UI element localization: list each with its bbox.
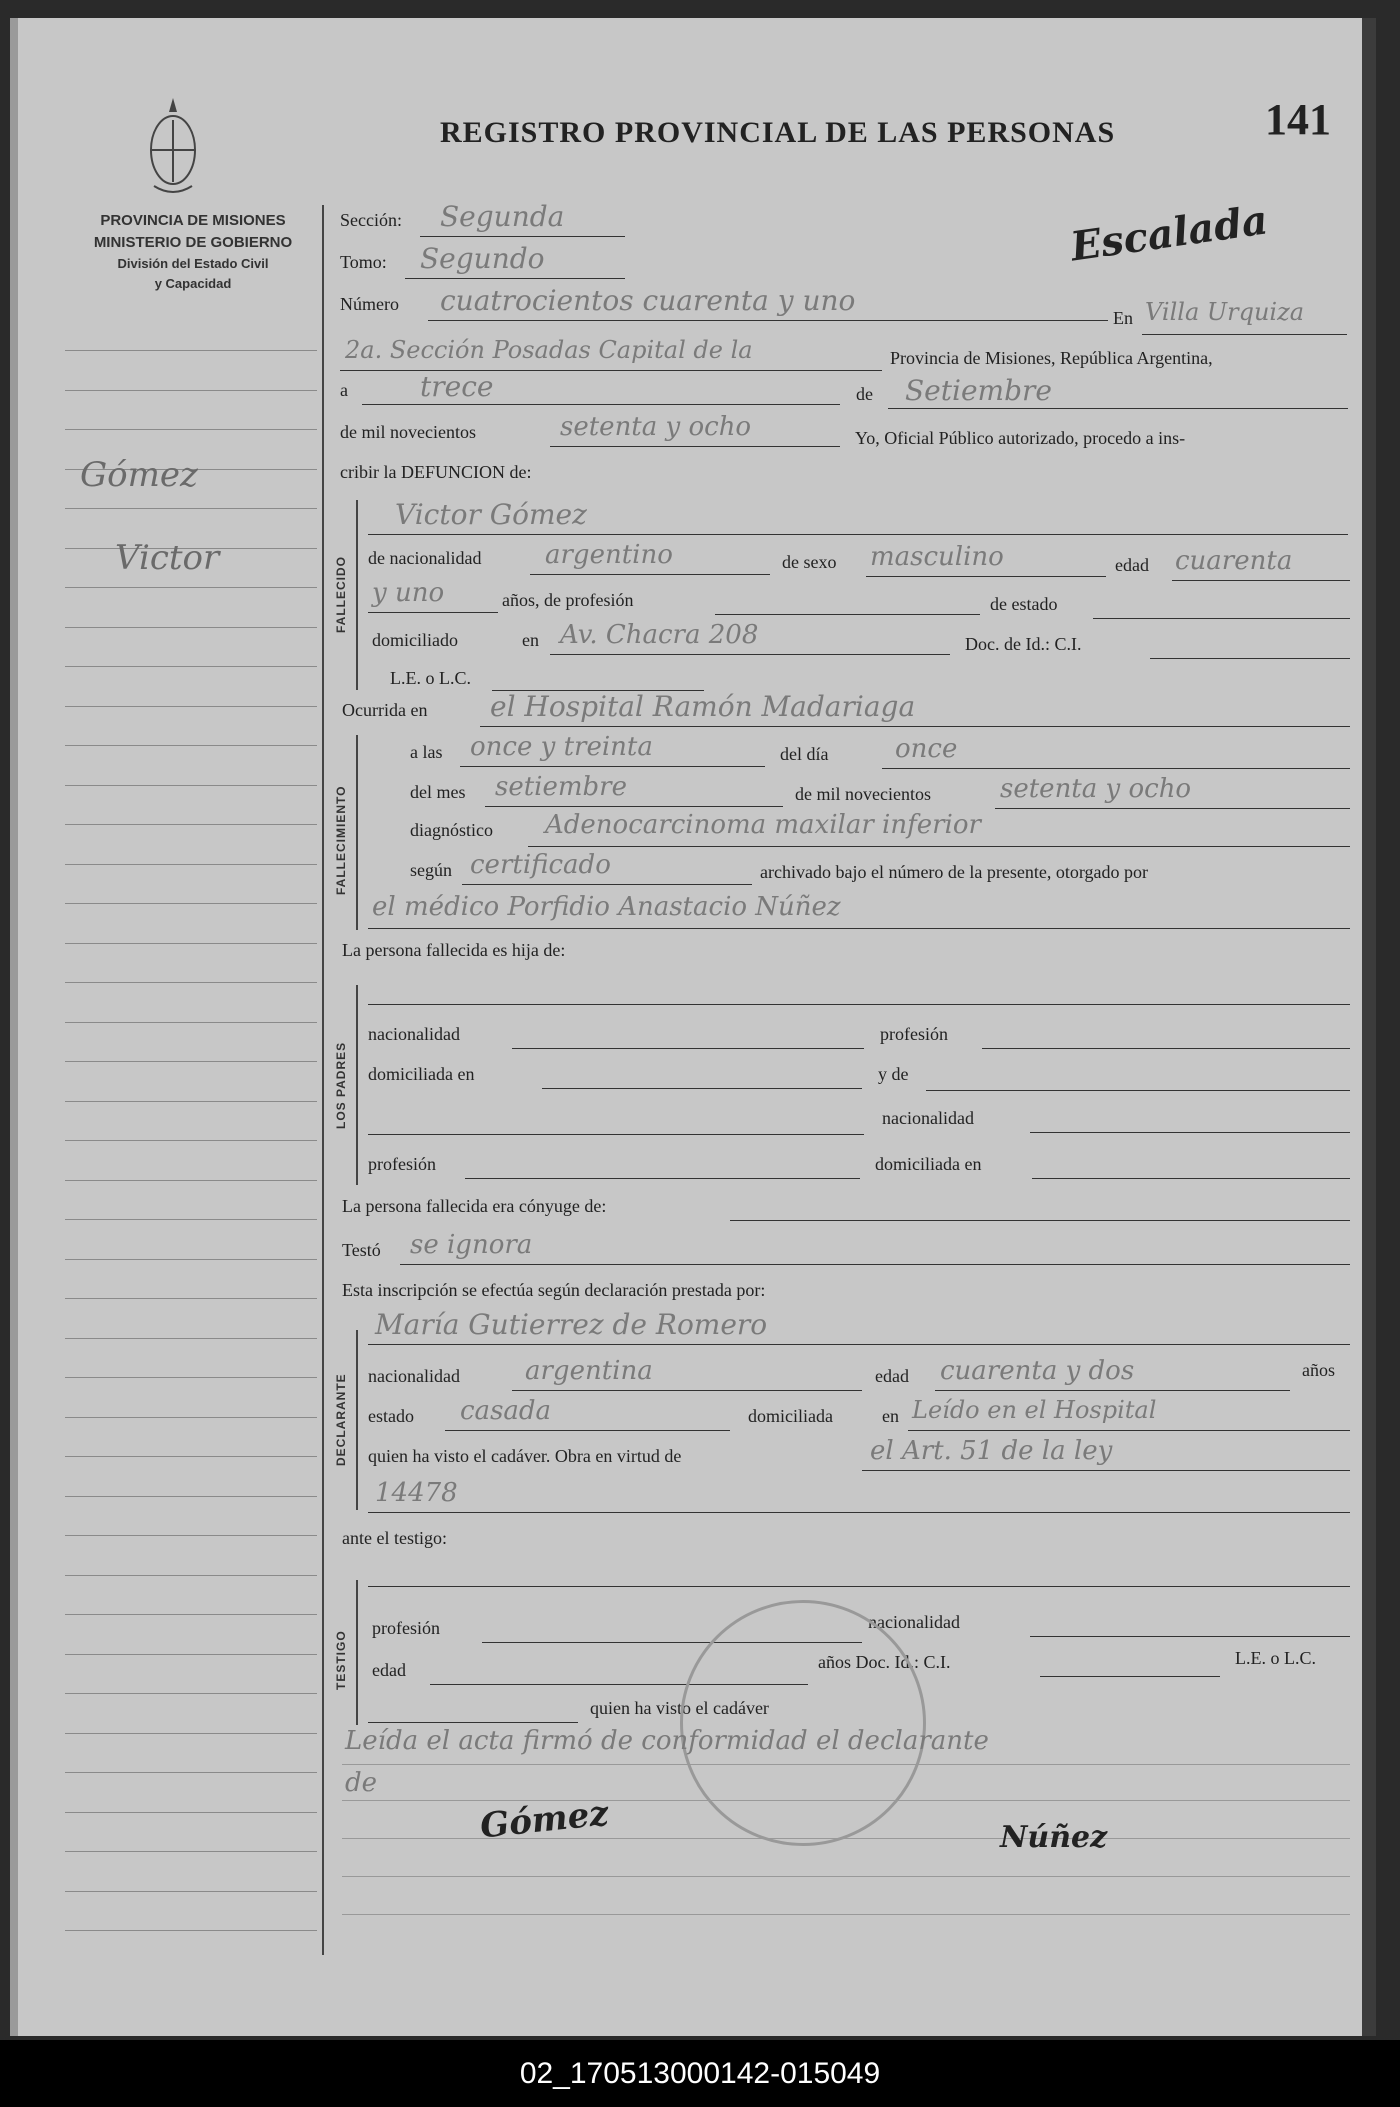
line-sexo: [866, 576, 1106, 577]
entry-nota: Leída el acta firmó de conformidad el declarante: [345, 1726, 989, 1756]
entry-declarante: María Gutierrez de Romero: [375, 1308, 768, 1341]
line-p-profesion2: [465, 1178, 860, 1179]
line-p-profesion: [982, 1048, 1350, 1049]
office-division: División del Estado Civil: [117, 256, 269, 271]
label-diagnostico: diagnóstico: [410, 820, 493, 840]
label-d-edad: edad: [875, 1366, 909, 1386]
line-profesion: [715, 614, 980, 615]
entry-mes-fall: setiembre: [495, 772, 627, 802]
margin-rule: [65, 350, 317, 351]
bracket-fallecimiento: [356, 735, 358, 930]
entry-seccion: Segunda: [440, 200, 565, 233]
margin-rule: [65, 1891, 317, 1892]
label-numero: Número: [340, 294, 399, 314]
label-y-de: y de: [878, 1064, 909, 1084]
label-de-mil2: de mil novecientos: [795, 784, 931, 804]
label-d-domiciliada: domiciliada: [748, 1406, 833, 1426]
entry-d-estado: casada: [460, 1396, 552, 1426]
label-seccion: Sección:: [340, 210, 402, 230]
margin-rule: [65, 1496, 317, 1497]
bracket-padres: [356, 985, 358, 1185]
label-de: de: [856, 384, 873, 404]
entry-nacionalidad: argentino: [545, 540, 673, 570]
entry-d-obra: el Art. 51 de la ley: [870, 1436, 1113, 1466]
margin-rule: [65, 1377, 317, 1378]
label-p-domiciliada2: domiciliada en: [875, 1154, 982, 1174]
margin-rule: [65, 429, 317, 430]
margin-divider: [322, 205, 324, 1955]
margin-rule: [65, 666, 317, 667]
entry-medico: el médico Porfidio Anastacio Núñez: [372, 892, 841, 922]
section-fallecimiento: FALLECIMIENTO: [334, 785, 348, 895]
entry-d-edad: cuarenta y dos: [940, 1356, 1135, 1386]
margin-rule: [65, 1298, 317, 1299]
line-medico: [368, 928, 1350, 929]
margin-rule: [65, 390, 317, 391]
label-domicilio: domiciliado: [372, 630, 458, 650]
entry-mes: Setiembre: [905, 374, 1052, 407]
margin-rule: [65, 1456, 317, 1457]
section-padres: LOS PADRES: [334, 1041, 348, 1129]
line-p-nacionalidad2: [1030, 1132, 1350, 1133]
entry-lugar2: 2a. Sección Posadas Capital de la: [345, 336, 753, 364]
line-t-doc: [1040, 1676, 1220, 1677]
margin-given-name: Victor: [115, 538, 220, 578]
line-d-edad: [935, 1390, 1290, 1391]
coat-of-arms-icon: [148, 90, 198, 200]
margin-rule: [65, 864, 317, 865]
margin-rule: [65, 1693, 317, 1694]
line-dia: [362, 404, 840, 405]
entry-ano-fall: setenta y ocho: [1000, 774, 1192, 804]
margin-rule: [65, 1417, 317, 1418]
margin-rule: [65, 1022, 317, 1023]
line-edad2: [368, 612, 498, 613]
line-ano-fall: [995, 808, 1350, 809]
label-tomo: Tomo:: [340, 252, 387, 272]
line-nacionalidad: [530, 574, 770, 575]
line-p-domiciliada: [542, 1088, 862, 1089]
margin-rule: [65, 706, 317, 707]
margin-rule: [65, 1338, 317, 1339]
label-en2: en: [522, 630, 539, 650]
office-ministry: MINISTERIO DE GOBIERNO: [93, 234, 293, 251]
label-oficial: Yo, Oficial Público autorizado, procedo a ins-: [855, 428, 1186, 448]
margin-rule: [65, 1535, 317, 1536]
label-t-edad: edad: [372, 1660, 406, 1680]
line-conyuge: [730, 1220, 1350, 1221]
margin-rule: [65, 1101, 317, 1102]
line-t-extra: [368, 1722, 578, 1723]
margin-rule: [65, 982, 317, 983]
line-d-obra: [862, 1470, 1350, 1471]
entry-domicilio: Av. Chacra 208: [560, 620, 759, 650]
line-segun: [462, 884, 752, 885]
margin-rule: [65, 1259, 317, 1260]
margin-rule: [65, 508, 317, 509]
line-doc: [1150, 658, 1350, 659]
margin-rule: [65, 1654, 317, 1655]
margin-rule: [65, 1219, 317, 1220]
image-id-footer: 02_170513000142-015049: [0, 2040, 1400, 2107]
office-block: [62, 210, 324, 294]
label-p-nacionalidad: nacionalidad: [368, 1024, 460, 1044]
label-inscribir: cribir la DEFUNCION de:: [340, 462, 532, 482]
margin-rule: [65, 1930, 317, 1931]
bracket-declarante: [356, 1330, 358, 1510]
label-t-nacionalidad: nacionalidad: [868, 1612, 960, 1632]
label-d-nacionalidad: nacionalidad: [368, 1366, 460, 1386]
margin-rule: [65, 587, 317, 588]
line-diagnostico: [528, 846, 1350, 847]
entry-edad2: y uno: [372, 578, 445, 608]
margin-rule: [65, 745, 317, 746]
margin-rule: [65, 1061, 317, 1062]
line-d-domicilio: [908, 1430, 1350, 1431]
label-segun: según: [410, 860, 452, 880]
label-a-las: a las: [410, 742, 443, 762]
line-ano: [550, 446, 840, 447]
page-number: 141: [1265, 95, 1331, 144]
label-declaracion: Esta inscripción se efectúa según declaración prestada por:: [342, 1280, 766, 1300]
section-fallecido: FALLECIDO: [334, 556, 348, 634]
entry-nota2: de: [345, 1768, 378, 1798]
entry-testo: se ignora: [410, 1230, 533, 1260]
margin-rule: [65, 1772, 317, 1773]
label-provincia: Provincia de Misiones, República Argentina,: [890, 348, 1213, 368]
entry-lugar: Villa Urquiza: [1145, 298, 1305, 326]
margin-rule: [65, 1140, 317, 1141]
line-firmas2: [342, 1876, 1350, 1877]
entry-hora: once y treinta: [470, 732, 653, 762]
line-madre-cont: [368, 1134, 864, 1135]
line-firmas3: [342, 1914, 1350, 1915]
label-d-estado: estado: [368, 1406, 414, 1426]
entry-sexo: masculino: [870, 542, 1004, 572]
entry-d-nacionalidad: argentina: [525, 1356, 653, 1386]
line-domicilio: [550, 654, 950, 655]
section-testigo: TESTIGO: [334, 1630, 348, 1690]
line-d-estado: [445, 1430, 730, 1431]
entry-ocurrida: el Hospital Ramón Madariaga: [490, 690, 916, 723]
office-province: PROVINCIA DE MISIONES: [100, 212, 286, 229]
margin-rule: [65, 1733, 317, 1734]
bracket-fallecido: [356, 500, 358, 690]
line-mes-fall: [485, 806, 783, 807]
margin-rule: [65, 627, 317, 628]
margin-surname: Gómez: [80, 455, 198, 495]
label-d-en: en: [882, 1406, 899, 1426]
label-a: a: [340, 380, 348, 400]
entry-d-domicilio: Leído en el Hospital: [912, 1396, 1157, 1424]
line-t-nacionalidad: [1030, 1636, 1350, 1637]
line-numero: [428, 320, 1108, 321]
line-hora: [460, 766, 765, 767]
label-t-cadaver: quien ha visto el cadáver: [590, 1698, 769, 1718]
entry-ley: 14478: [375, 1478, 458, 1508]
line-p-domiciliada2: [1032, 1178, 1350, 1179]
label-le-lc: L.E. o L.C.: [390, 668, 471, 688]
label-sexo: de sexo: [782, 552, 837, 572]
label-testo: Testó: [342, 1240, 381, 1260]
entry-dia-fall: once: [895, 734, 958, 764]
official-stamp: [680, 1600, 926, 1846]
label-ante-testigo: ante el testigo:: [342, 1528, 447, 1548]
entry-nombre: Victor Gómez: [395, 498, 587, 531]
margin-rule: [65, 903, 317, 904]
label-estado: de estado: [990, 594, 1058, 614]
line-nota: [342, 1764, 1350, 1765]
line-en: [1142, 334, 1347, 335]
line-tomo: [405, 278, 625, 279]
label-d-anos: años: [1302, 1360, 1335, 1380]
margin-rule: [65, 1575, 317, 1576]
label-hija-de: La persona fallecida es hija de:: [342, 940, 566, 960]
label-en: En: [1113, 308, 1133, 328]
label-p-profesion: profesión: [880, 1024, 948, 1044]
line-d-nacionalidad: [512, 1390, 862, 1391]
line-seccion: [420, 236, 625, 237]
label-doc: Doc. de Id.: C.I.: [965, 634, 1082, 654]
line-ley: [368, 1512, 1350, 1513]
label-t-profesion: profesión: [372, 1618, 440, 1638]
line-edad: [1172, 580, 1350, 581]
office-capacity: y Capacidad: [154, 276, 232, 291]
label-t-anos: años Doc. Id.: C.I.: [818, 1652, 951, 1672]
margin-rule: [65, 1180, 317, 1181]
registrar-signature: Escalada: [1067, 196, 1271, 271]
label-de-mil: de mil novecientos: [340, 422, 476, 442]
line-madre: [926, 1090, 1350, 1091]
line-mes: [888, 408, 1348, 409]
line-estado: [1093, 618, 1350, 619]
label-conyuge: La persona fallecida era cónyuge de:: [342, 1196, 607, 1216]
label-p-domiciliada: domiciliada en: [368, 1064, 475, 1084]
entry-tomo: Segundo: [420, 242, 545, 275]
margin-rule: [65, 943, 317, 944]
label-anos-profesion: años, de profesión: [502, 590, 634, 610]
entry-numero: cuatrocientos cuarenta y uno: [440, 284, 856, 317]
margin-rule: [65, 1851, 317, 1852]
label-ocurrida: Ocurrida en: [342, 700, 428, 720]
line-nota2: [342, 1800, 1350, 1801]
margin-rule: [65, 785, 317, 786]
line-dia-fall: [882, 768, 1350, 769]
label-archivado: archivado bajo el número de la presente, otorgado por: [760, 862, 1149, 882]
line-testigo: [368, 1586, 1350, 1587]
officer-signature: Núñez: [1000, 1820, 1108, 1855]
entry-ano: setenta y ocho: [560, 412, 752, 442]
margin-rule: [65, 824, 317, 825]
line-declarante: [368, 1344, 1350, 1345]
label-t-le: L.E. o L.C.: [1235, 1648, 1316, 1668]
label-del-mes: del mes: [410, 782, 466, 802]
label-del-dia: del día: [780, 744, 829, 764]
entry-dia: trece: [420, 370, 494, 403]
label-p-profesion2: profesión: [368, 1154, 436, 1174]
line-padre: [368, 1004, 1350, 1005]
line-ocurrida: [480, 726, 1350, 727]
label-edad: edad: [1115, 555, 1149, 575]
line-p-nacionalidad: [512, 1048, 864, 1049]
label-cadaver: quien ha visto el cadáver. Obra en virtud de: [368, 1446, 682, 1466]
label-p-nacionalidad2: nacionalidad: [882, 1108, 974, 1128]
margin-rule: [65, 1614, 317, 1615]
line-nombre: [368, 534, 1348, 535]
entry-diagnostico: Adenocarcinoma maxilar inferior: [545, 810, 981, 840]
page-title: REGISTRO PROVINCIAL DE LAS PERSONAS: [440, 116, 1116, 149]
entry-segun: certificado: [470, 850, 611, 880]
declarant-signature: Gómez: [478, 1793, 611, 1847]
entry-edad: cuarenta: [1175, 546, 1293, 576]
section-declarante: DECLARANTE: [334, 1373, 348, 1467]
bracket-testigo: [356, 1580, 358, 1725]
margin-rule: [65, 1812, 317, 1813]
label-nacionalidad: de nacionalidad: [368, 548, 482, 568]
line-testo: [400, 1264, 1350, 1265]
